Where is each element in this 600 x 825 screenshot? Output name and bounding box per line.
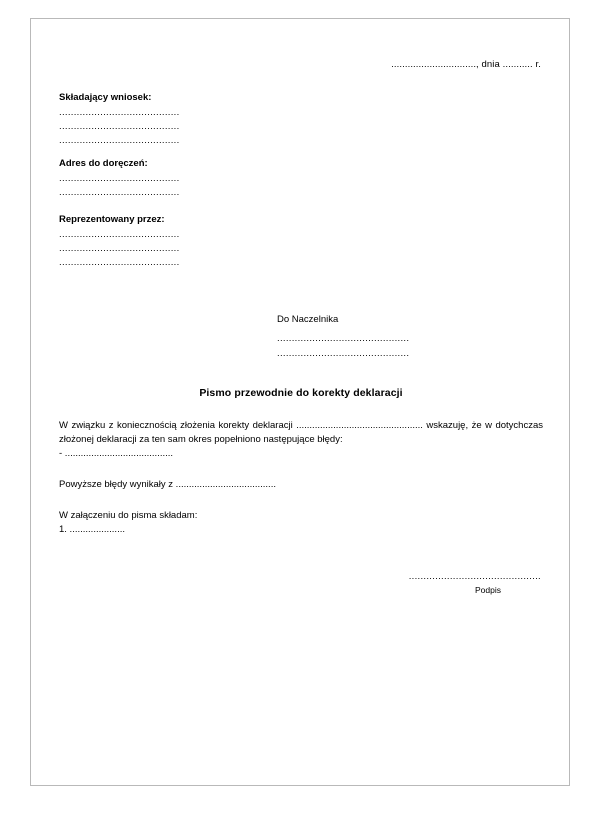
applicant-line-3: ......................................... (59, 135, 180, 146)
spacer-2 (59, 202, 543, 214)
body-paragraph-2: Powyższe błędy wynikały z ...................................... (59, 479, 276, 490)
applicant-line-1: ......................................... (59, 107, 180, 118)
addressee-block (277, 314, 517, 361)
spacer-1 (59, 150, 543, 158)
represented-by-line-1: ......................................... (59, 229, 180, 240)
delivery-address-block (59, 158, 543, 200)
represented-by-heading: Reprezentowany przez: (59, 214, 165, 225)
body-paragraph-1: W związku z koniecznością złożenia korekty deklaracji ................................................ wskazuję, że w dotychczas złożonej deklaracji za ten sam okres popełniono następujące błędy: (59, 420, 543, 445)
applicant-block (59, 92, 543, 148)
addressee-line-1: ............................................. (277, 333, 410, 344)
delivery-address-line-2: ......................................... (59, 187, 180, 198)
applicant-heading: Składający wniosek: (59, 92, 152, 103)
signature-label: Podpis (475, 585, 501, 595)
addressee-line-2: ............................................. (277, 348, 410, 359)
represented-by-line-3: ......................................... (59, 257, 180, 268)
document-page (30, 18, 570, 786)
addressee-label: Do Naczelnika (277, 314, 339, 325)
signature-block (59, 571, 543, 595)
document-content (59, 59, 543, 595)
signature-line: ............................................. (408, 571, 541, 582)
applicant-line-2: ......................................... (59, 121, 180, 132)
body-paragraph-3: W załączeniu do pisma składam: (59, 510, 198, 521)
error-item: - ......................................... (59, 448, 174, 459)
attachment-item: 1. ..................... (59, 524, 125, 535)
delivery-address-heading: Adres do doręczeń: (59, 158, 148, 169)
document-title: Pismo przewodnie do korekty deklaracji (199, 387, 403, 399)
represented-by-line-2: ......................................... (59, 243, 180, 254)
date-line: ..............................., dnia ........... r. (391, 59, 541, 70)
delivery-address-line-1: ......................................... (59, 173, 180, 184)
represented-by-block (59, 214, 543, 270)
